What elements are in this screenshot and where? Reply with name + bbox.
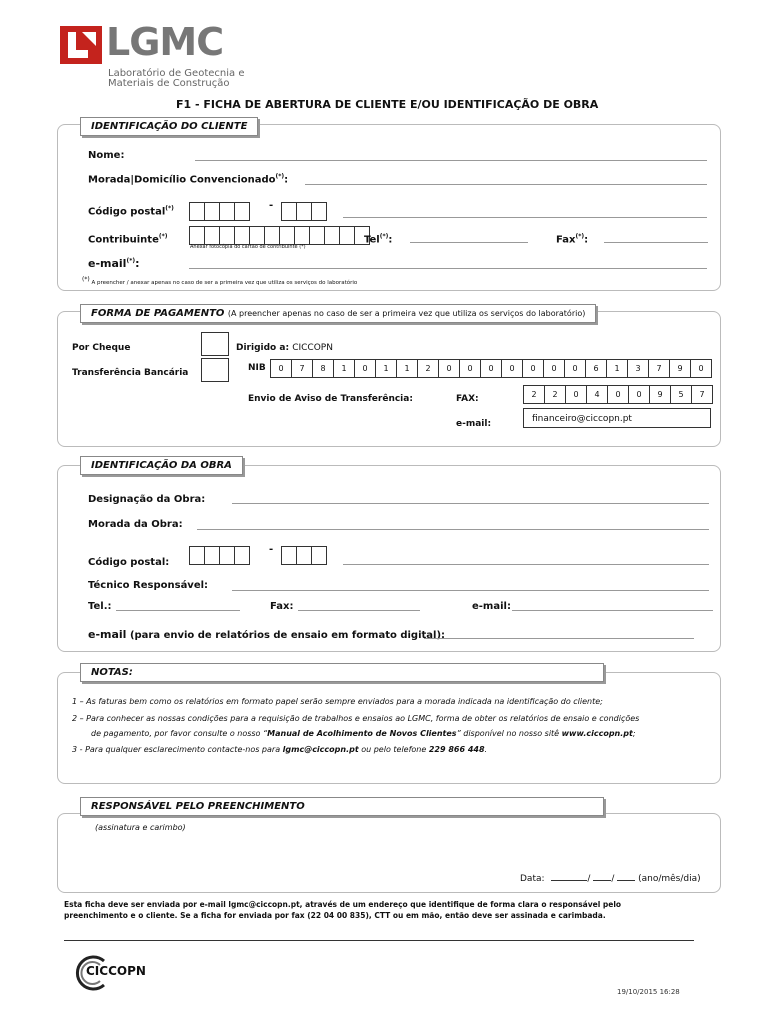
site-tel-label: Tel.: xyxy=(88,601,112,612)
site-address-label: Morada da Obra: xyxy=(88,519,183,530)
site-address-field[interactable] xyxy=(197,529,709,530)
lgmc-logo xyxy=(60,20,260,90)
nib-digit: 6 xyxy=(586,360,607,377)
transfer-notice-label: Envio de Aviso de Transferência: xyxy=(248,394,413,404)
client-card-note: Anexar fotocópia do cartão de contribuinte (*) xyxy=(190,244,306,250)
cheque-checkbox[interactable] xyxy=(201,332,229,356)
note-1: 1 – As faturas bem como os relatórios em formato papel serão sempre enviados para a morada indicada na identificação do cliente; xyxy=(72,697,603,706)
client-name-field[interactable] xyxy=(195,160,707,161)
client-footnote: (*) A preencher / anexar apenas no caso de ser a primeira vez que utiliza os serviços do laboratório xyxy=(82,276,358,286)
notes-heading: NOTAS: xyxy=(80,663,604,682)
note-2a: 2 – Para conhecer as nossas condições para a requisição de trabalhos e ensaios ao LGMC, forma de obter os relatórios de ensaio e condições xyxy=(72,714,640,723)
logo-line1: Laboratório de Geotecnia e xyxy=(108,68,245,79)
date-field[interactable]: Data: / / (ano/mês/dia) xyxy=(520,874,701,884)
site-tech-label: Técnico Responsável: xyxy=(88,580,209,591)
client-postal-label: Código postal(*) xyxy=(88,205,174,218)
addressed-to: Dirigido a: CICCOPN xyxy=(236,343,333,353)
nib-digit: 1 xyxy=(376,360,397,377)
form-title: F1 - FICHA DE ABERTURA DE CLIENTE E/OU IDENTIFICAÇÃO DE OBRA xyxy=(176,98,599,111)
nib-digit: 0 xyxy=(523,360,544,377)
lgmc-logo-mark xyxy=(60,26,102,64)
ciccopn-logo xyxy=(72,953,162,993)
client-postal-code-3[interactable] xyxy=(281,202,327,221)
footer-divider xyxy=(64,940,694,941)
site-heading: IDENTIFICAÇÃO DA OBRA xyxy=(80,456,243,475)
footer-text-2: preenchimento e o cliente. Se a ficha for enviada por fax (22 04 00 835), CTT ou em mão, então deve ser assinada e carimbada. xyxy=(64,911,606,920)
fax-digit: 7 xyxy=(699,390,705,399)
client-postal-code-4[interactable] xyxy=(189,202,250,221)
note-2b: de pagamento, por favor consulte o nosso “Manual de Acolhimento de Novos Clientes” disponível no nosso sitê www.ciccopn.pt; xyxy=(91,729,636,738)
client-tel-field[interactable] xyxy=(410,242,528,243)
footer-text xyxy=(64,899,621,921)
client-address-label: Morada|Domicílio Convencionado(*): xyxy=(88,173,289,186)
ciccopn-brand: CICCOPN xyxy=(86,964,146,978)
nib-label: NIB xyxy=(248,363,266,373)
fax-digit: 2 xyxy=(524,386,545,403)
site-fax-label: Fax: xyxy=(270,601,294,612)
nib-digit: 7 xyxy=(649,360,670,377)
fax-digit: 4 xyxy=(587,386,608,403)
nib-digit: 3 xyxy=(628,360,649,377)
nib-digit: 2 xyxy=(418,360,439,377)
site-fax-field[interactable] xyxy=(298,610,420,611)
client-fax-field[interactable] xyxy=(604,242,708,243)
payment-fax-label: FAX: xyxy=(456,394,479,404)
nib-digit: 8 xyxy=(313,360,334,377)
fax-digit: 0 xyxy=(629,386,650,403)
logo-line2: Materiais de Construção xyxy=(108,78,230,89)
site-digital-email-label: e-mail (para envio de relatórios de ensaio em formato digital): xyxy=(88,628,446,641)
client-taxpayer-boxes[interactable] xyxy=(189,226,370,245)
logo-brand: LGMC xyxy=(106,20,224,64)
client-heading: IDENTIFICAÇÃO DO CLIENTE xyxy=(80,117,258,136)
nib-digit: 0 xyxy=(271,360,292,377)
note-3: 3 - Para qualquer esclarecimento contacte-nos para lgmc@ciccopn.pt ou pelo telefone 229 866 448. xyxy=(72,745,488,754)
site-postal-label: Código postal: xyxy=(88,557,170,568)
site-tech-field[interactable] xyxy=(232,590,709,591)
site-locality-field[interactable] xyxy=(343,564,709,565)
client-tel-label: Tel(*): xyxy=(364,233,393,246)
nib-digit: 0 xyxy=(502,360,523,377)
nib-digit: 1 xyxy=(397,360,418,377)
postal-dash: - xyxy=(269,200,274,211)
site-postal-dash: - xyxy=(269,544,274,555)
site-email-label: e-mail: xyxy=(472,601,511,612)
print-timestamp: 19/10/2015 16:28 xyxy=(617,988,680,996)
site-digital-email-field[interactable] xyxy=(424,638,694,639)
fax-digit: 0 xyxy=(566,386,587,403)
payment-heading: FORMA DE PAGAMENTO (A preencher apenas no caso de ser a primeira vez que utiliza os serviços do laboratório) xyxy=(80,304,596,323)
nib-digit: 0 xyxy=(355,360,376,377)
site-designation-label: Designação da Obra: xyxy=(88,494,206,505)
nib-digit: 0 xyxy=(698,364,704,373)
site-email-field[interactable] xyxy=(512,610,713,611)
client-email-label: e-mail(*): xyxy=(88,257,140,270)
payment-email-label: e-mail: xyxy=(456,419,492,429)
nib-digit: 0 xyxy=(460,360,481,377)
fax-digit: 5 xyxy=(671,386,692,403)
client-name-label: Nome: xyxy=(88,150,125,161)
site-postal-code-4[interactable] xyxy=(189,546,250,565)
client-fax-label: Fax(*): xyxy=(556,233,589,246)
footer-text-1: Esta ficha deve ser enviada por e-mail lgmc@ciccopn.pt, através de um endereço que identifique de forma clara o responsável pelo xyxy=(64,900,622,909)
payment-email-box xyxy=(523,408,711,428)
nib-digit: 1 xyxy=(334,360,355,377)
notes-panel xyxy=(57,672,721,784)
nib-grid xyxy=(270,359,712,378)
nib-digit: 0 xyxy=(544,360,565,377)
nib-digit: 9 xyxy=(670,360,691,377)
client-taxpayer-label: Contribuinte(*) xyxy=(88,233,168,246)
nib-digit: 0 xyxy=(481,360,502,377)
responsible-heading: RESPONSÁVEL PELO PREENCHIMENTO xyxy=(80,797,604,816)
fax-digit: 2 xyxy=(545,386,566,403)
signature-label: (assinatura e carimbo) xyxy=(95,823,186,832)
transfer-label: Transferência Bancária xyxy=(72,368,189,378)
fax-grid xyxy=(523,385,713,404)
site-designation-field[interactable] xyxy=(232,503,709,504)
nib-digit: 7 xyxy=(292,360,313,377)
nib-digit: 0 xyxy=(565,360,586,377)
site-tel-field[interactable] xyxy=(116,610,240,611)
client-address-field[interactable] xyxy=(305,184,707,185)
transfer-checkbox[interactable] xyxy=(201,358,229,382)
client-locality-field[interactable] xyxy=(343,217,707,218)
payment-email-value: financeiro@ciccopn.pt xyxy=(532,414,632,424)
fax-digit: 9 xyxy=(650,386,671,403)
cheque-label: Por Cheque xyxy=(72,343,131,353)
site-postal-code-3[interactable] xyxy=(281,546,327,565)
nib-digit: 0 xyxy=(439,360,460,377)
fax-digit: 0 xyxy=(608,386,629,403)
nib-digit: 1 xyxy=(607,360,628,377)
client-email-field[interactable] xyxy=(189,268,707,269)
